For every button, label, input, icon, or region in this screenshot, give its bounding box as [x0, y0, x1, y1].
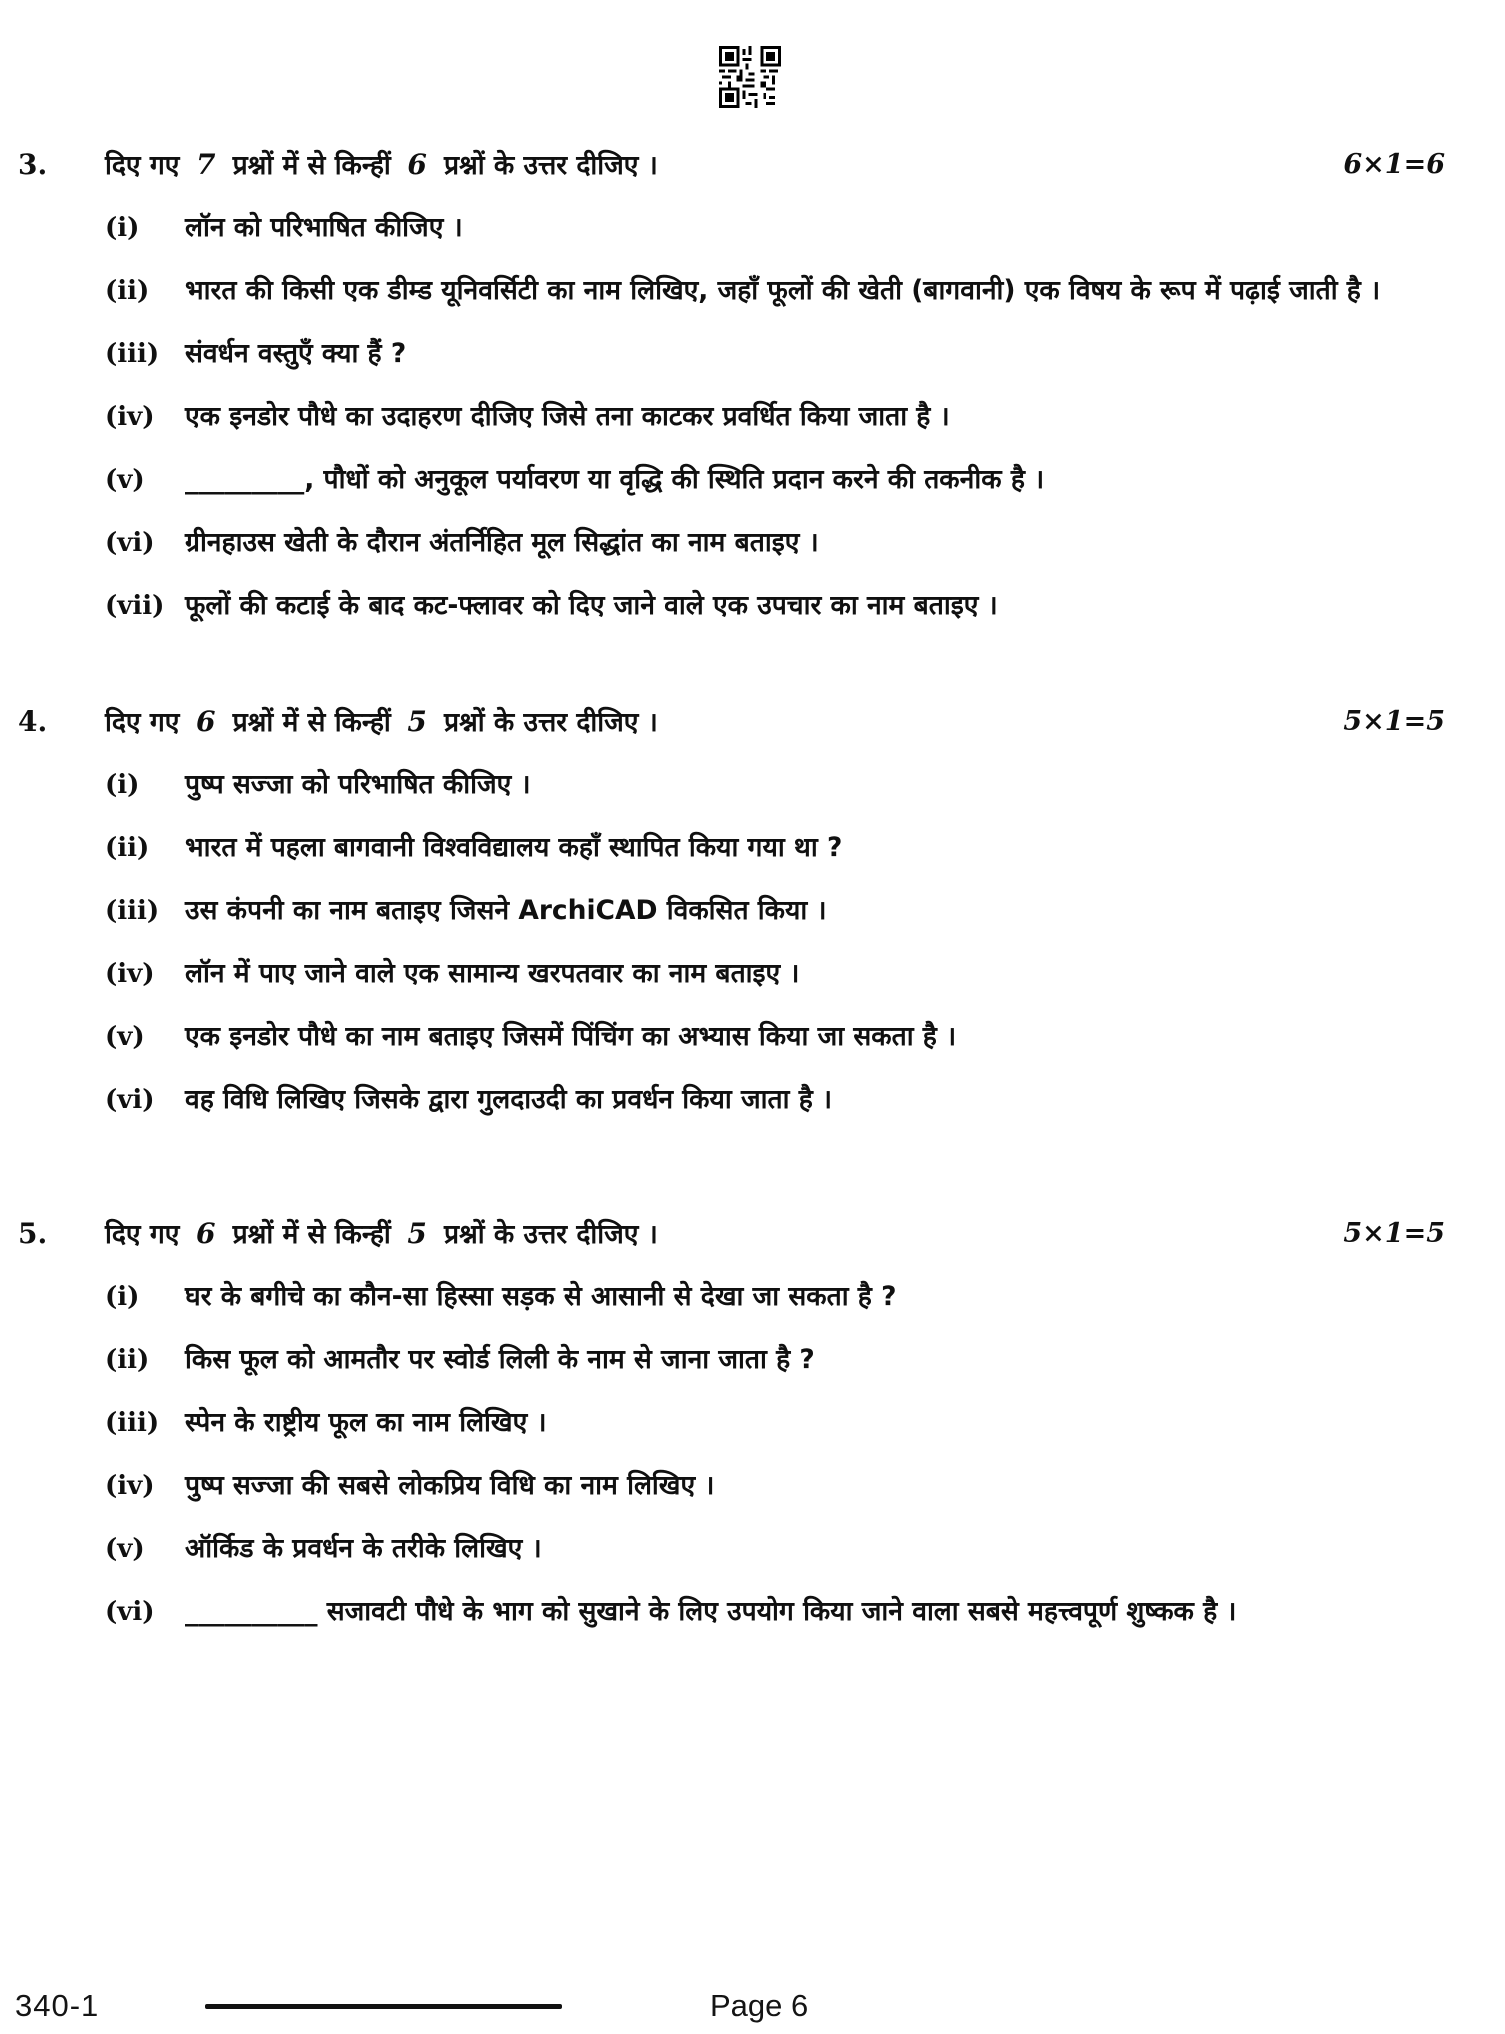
- header-text: दिए गए: [105, 707, 180, 738]
- header-count: 7: [196, 148, 216, 181]
- question-items: [105, 1272, 1445, 1637]
- item-text: ऑर्किड के प्रवर्धन के तरीके लिखिए ।: [185, 1533, 542, 1564]
- item-text: भारत में पहला बागवानी विश्वविद्यालय कहाँ स्थापित किया गया था ?: [185, 832, 843, 863]
- question-item: [105, 1012, 1445, 1062]
- item-text: भारत की किसी एक डीम्ड यूनिवर्सिटी का नाम लिखिए, जहाँ फूलों की खेती (बागवानी) एक विषय के रूप में पढ़ाई जाती है ।: [185, 275, 1381, 306]
- question-header: [105, 140, 1323, 191]
- item-label: (ii): [105, 833, 150, 863]
- question-item: [105, 1075, 1445, 1125]
- question-number: 3.: [18, 148, 48, 181]
- item-text: पुष्प सज्जा की सबसे लोकप्रिय विधि का नाम लिखिए ।: [185, 1470, 715, 1501]
- question-item: [105, 1587, 1445, 1637]
- item-text: स्पेन के राष्ट्रीय फूल का नाम लिखिए ।: [185, 1407, 547, 1438]
- question-header-row: [18, 1209, 1445, 1260]
- item-label: (iv): [105, 1471, 155, 1501]
- page-content: [18, 140, 1445, 1650]
- question-item: [105, 581, 1445, 631]
- footer-divider: [205, 2004, 562, 2009]
- item-text: फूलों की कटाई के बाद कट-फ्लावर को दिए जाने वाले एक उपचार का नाम बताइए ।: [185, 590, 998, 621]
- item-label: (i): [105, 213, 140, 243]
- question-header: [105, 1209, 1323, 1260]
- item-text: __________ सजावटी पौधे के भाग को सुखाने के लिए उपयोग किया जाने वाला सबसे महत्त्वपूर्ण शुष्कक है ।: [185, 1596, 1237, 1627]
- item-label: (v): [105, 465, 145, 495]
- item-text: घर के बगीचे का कौन-सा हिस्सा सड़क से आसानी से देखा जा सकता है ?: [185, 1281, 897, 1312]
- item-text: किस फूल को आमतौर पर स्वोर्ड लिली के नाम से जाना जाता है ?: [185, 1344, 815, 1375]
- question-header-row: [18, 140, 1445, 191]
- header-text: प्रश्नों के उत्तर दीजिए ।: [443, 1219, 658, 1250]
- question-item: [105, 203, 1445, 253]
- question-item: [105, 1461, 1445, 1511]
- page-number: Page 6: [710, 1988, 809, 2023]
- question-item: [105, 949, 1445, 999]
- question-item: [105, 266, 1445, 316]
- item-label: (vi): [105, 528, 155, 558]
- item-label: (i): [105, 770, 140, 800]
- question-number: 4.: [18, 705, 48, 738]
- item-label: (iv): [105, 402, 155, 432]
- header-count: 5: [407, 705, 427, 738]
- question-item: [105, 1335, 1445, 1385]
- item-label: (i): [105, 1282, 140, 1312]
- question-5: [18, 1209, 1445, 1637]
- item-text: एक इनडोर पौधे का उदाहरण दीजिए जिसे तना काटकर प्रवर्धित किया जाता है ।: [185, 401, 950, 432]
- item-label: (iii): [105, 1408, 160, 1438]
- page-footer: [0, 1986, 1505, 2028]
- item-label: (v): [105, 1022, 145, 1052]
- item-label: (iv): [105, 959, 155, 989]
- question-header: [105, 697, 1323, 748]
- item-text: लॉन को परिभाषित कीजिए ।: [185, 212, 463, 243]
- question-marks: 5×1=5: [1343, 706, 1445, 737]
- question-item: [105, 823, 1445, 873]
- question-header-row: [18, 697, 1445, 748]
- question-item: [105, 518, 1445, 568]
- header-count: 6: [407, 148, 427, 181]
- question-item: [105, 392, 1445, 442]
- item-text: संवर्धन वस्तुएँ क्या हैं ?: [185, 338, 407, 369]
- item-label: (iii): [105, 339, 160, 369]
- item-text: लॉन में पाए जाने वाले एक सामान्य खरपतवार का नाम बताइए ।: [185, 958, 800, 989]
- item-label: (ii): [105, 276, 150, 306]
- question-item: [105, 1272, 1445, 1322]
- header-text: प्रश्नों में से किन्हीं: [232, 707, 391, 738]
- qr-code: [718, 46, 782, 108]
- question-item: [105, 1524, 1445, 1574]
- item-text: उस कंपनी का नाम बताइए जिसने ArchiCAD विकसित किया ।: [185, 895, 827, 926]
- header-text: दिए गए: [105, 150, 180, 181]
- item-text: वह विधि लिखिए जिसके द्वारा गुलदाउदी का प्रवर्धन किया जाता है ।: [185, 1084, 833, 1115]
- item-label: (v): [105, 1534, 145, 1564]
- question-number: 5.: [18, 1217, 48, 1250]
- header-count: 6: [196, 1217, 216, 1250]
- item-label: (vi): [105, 1085, 155, 1115]
- question-item: [105, 329, 1445, 379]
- question-4: [18, 697, 1445, 1125]
- paper-code: 340-1: [15, 1988, 100, 2023]
- item-label: (vi): [105, 1597, 155, 1627]
- item-text: _________, पौधों को अनुकूल पर्यावरण या वृद्धि की स्थिति प्रदान करने की तकनीक है ।: [185, 464, 1045, 495]
- item-text: पुष्प सज्जा को परिभाषित कीजिए ।: [185, 769, 531, 800]
- header-text: प्रश्नों में से किन्हीं: [232, 150, 391, 181]
- item-text: ग्रीनहाउस खेती के दौरान अंतर्निहित मूल सिद्धांत का नाम बताइए ।: [185, 527, 819, 558]
- question-items: [105, 203, 1445, 631]
- question-item: [105, 1398, 1445, 1448]
- item-label: (ii): [105, 1345, 150, 1375]
- header-text: दिए गए: [105, 1219, 180, 1250]
- item-label: (iii): [105, 896, 160, 926]
- question-item: [105, 886, 1445, 936]
- header-text: प्रश्नों में से किन्हीं: [232, 1219, 391, 1250]
- question-3: [18, 140, 1445, 631]
- header-count: 6: [196, 705, 216, 738]
- item-text: एक इनडोर पौधे का नाम बताइए जिसमें पिंचिंग का अभ्यास किया जा सकता है ।: [185, 1021, 957, 1052]
- question-marks: 6×1=6: [1343, 149, 1445, 180]
- header-count: 5: [407, 1217, 427, 1250]
- question-marks: 5×1=5: [1343, 1218, 1445, 1249]
- header-text: प्रश्नों के उत्तर दीजिए ।: [443, 150, 658, 181]
- question-item: [105, 760, 1445, 810]
- question-item: [105, 455, 1445, 505]
- header-text: प्रश्नों के उत्तर दीजिए ।: [443, 707, 658, 738]
- question-items: [105, 760, 1445, 1125]
- item-label: (vii): [105, 591, 165, 621]
